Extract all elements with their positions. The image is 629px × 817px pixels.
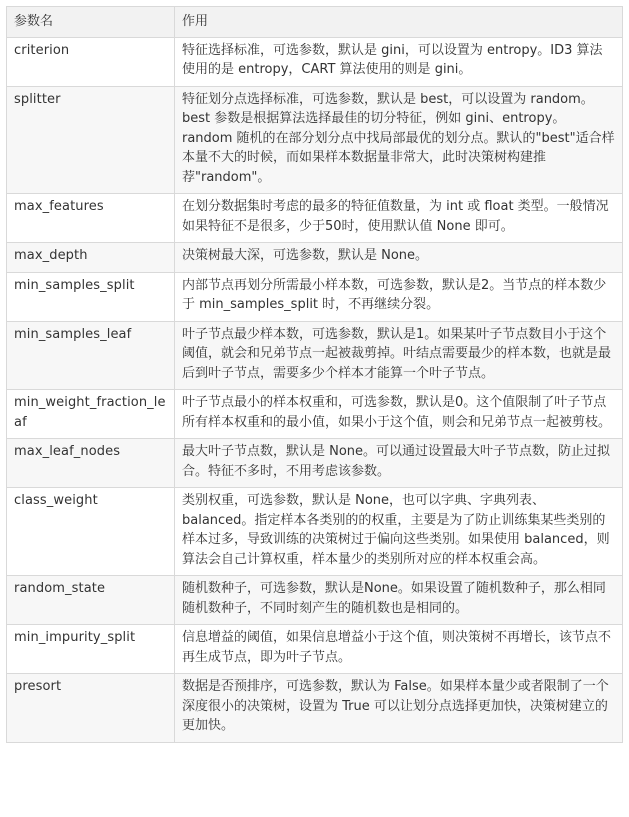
header-description: 作用: [175, 7, 623, 38]
table-row: [7, 625, 623, 674]
param-description-cell: 决策树最大深，可选参数，默认是 None。: [175, 243, 623, 273]
param-description-cell: 随机数种子，可选参数，默认是None。如果设置了随机数种子，那么相同随机数种子，不同时刻产生的随机数也是相同的。: [175, 576, 623, 625]
param-name-cell: max_depth: [7, 243, 175, 273]
param-description-cell: 内部节点再划分所需最小样本数，可选参数，默认是2。当节点的样本数少于 min_samples_split 时，不再继续分裂。: [175, 272, 623, 321]
table-row: [7, 576, 623, 625]
param-name-cell: min_impurity_split: [7, 625, 175, 674]
header-param-name: 参数名: [7, 7, 175, 38]
param-name-cell: max_features: [7, 194, 175, 243]
param-name-cell: min_weight_fraction_leaf: [7, 390, 175, 439]
table-row: [7, 321, 623, 390]
param-description-cell: 特征选择标准，可选参数，默认是 gini，可以设置为 entropy。ID3 算法使用的是 entropy，CART 算法使用的则是 gini。: [175, 37, 623, 86]
table-row: [7, 439, 623, 488]
param-name-cell: max_leaf_nodes: [7, 439, 175, 488]
table-row: [7, 674, 623, 743]
parameter-table-container: [6, 6, 622, 743]
param-description-cell: 类别权重，可选参数，默认是 None，也可以字典、字典列表、balanced。指定样本各类别的的权重，主要是为了防止训练集某些类别的样本过多，导致训练的决策树过于偏向这些类别。如果使用 balanced，则算法会自己计算权重，样本量少的类别所对应的样本权重会高。: [175, 488, 623, 576]
param-description-cell: 叶子节点最少样本数，可选参数，默认是1。如果某叶子节点数目小于这个阈值，就会和兄弟节点一起被裁剪掉。叶结点需要最少的样本数，也就是最后到叶子节点，需要多少个样本才能算一个叶子节点。: [175, 321, 623, 390]
param-name-cell: splitter: [7, 86, 175, 194]
table-row: [7, 37, 623, 86]
table-row: [7, 272, 623, 321]
table-row: [7, 243, 623, 273]
table-header-row: [7, 7, 623, 38]
table-row: [7, 194, 623, 243]
param-description-cell: 信息增益的阈值，如果信息增益小于这个值，则决策树不再增长，该节点不再生成节点，即为叶子节点。: [175, 625, 623, 674]
param-name-cell: class_weight: [7, 488, 175, 576]
param-name-cell: random_state: [7, 576, 175, 625]
table-row: [7, 390, 623, 439]
param-description-cell: 特征划分点选择标准，可选参数，默认是 best，可以设置为 random。best 参数是根据算法选择最佳的切分特征，例如 gini、entropy。random 随机的在部分划分点中找局部最优的划分点。默认的"best"适合样本量不大的时候，而如果样本数据量非常大，此时决策树构建推荐"random"。: [175, 86, 623, 194]
param-description-cell: 最大叶子节点数，默认是 None。可以通过设置最大叶子节点数，防止过拟合。特征不多时，不用考虑该参数。: [175, 439, 623, 488]
param-name-cell: criterion: [7, 37, 175, 86]
param-name-cell: min_samples_leaf: [7, 321, 175, 390]
param-description-cell: 叶子节点最小的样本权重和，可选参数，默认是0。这个值限制了叶子节点所有样本权重和的最小值，如果小于这个值，则会和兄弟节点一起被剪枝。: [175, 390, 623, 439]
table-row: [7, 488, 623, 576]
table-row: [7, 86, 623, 194]
param-description-cell: 数据是否预排序，可选参数，默认为 False。如果样本量少或者限制了一个深度很小的决策树，设置为 True 可以让划分点选择更加快，决策树建立的更加快。: [175, 674, 623, 743]
parameter-table: [6, 6, 623, 743]
param-name-cell: presort: [7, 674, 175, 743]
param-description-cell: 在划分数据集时考虑的最多的特征值数量，为 int 或 float 类型。一般情况如果特征不是很多，少于50时，使用默认值 None 即可。: [175, 194, 623, 243]
param-name-cell: min_samples_split: [7, 272, 175, 321]
